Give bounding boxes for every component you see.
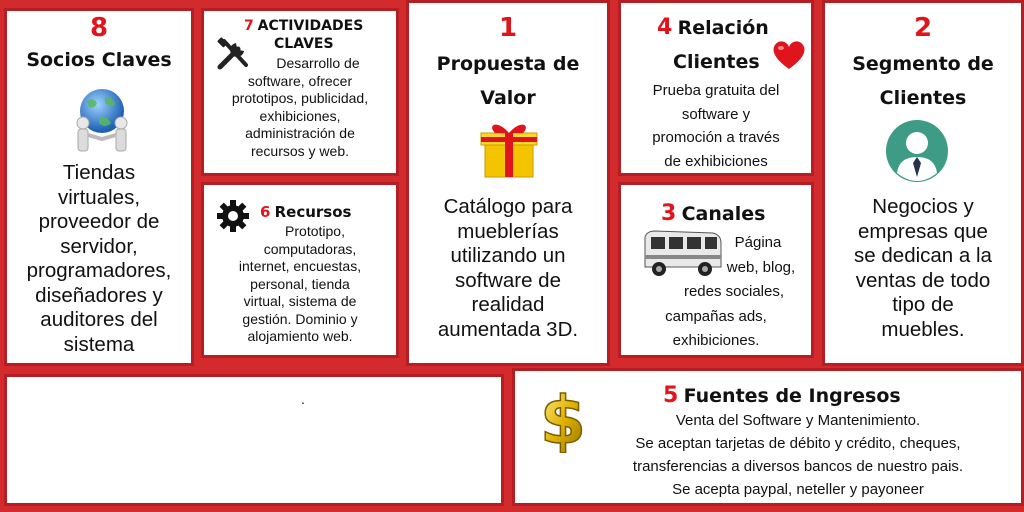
socios-line: servidor, bbox=[60, 234, 138, 258]
handshake-globe-icon bbox=[69, 87, 135, 157]
actividades-title bbox=[244, 17, 363, 34]
ingresos-title bbox=[663, 383, 901, 408]
canales-title bbox=[661, 201, 765, 226]
ingresos-line: Se aceptan tarjetas de débito y crédito, cheques, bbox=[635, 435, 961, 452]
segmento-line: muebles. bbox=[881, 317, 965, 341]
canales-line: redes sociales, bbox=[683, 283, 785, 300]
recursos-title bbox=[260, 203, 351, 221]
recursos-number: 6 bbox=[260, 203, 271, 221]
socios-line: proveedor de bbox=[38, 210, 160, 233]
gift-icon bbox=[479, 119, 539, 181]
propuesta-line: utilizando un bbox=[450, 244, 566, 267]
actividades-claves-block bbox=[201, 8, 399, 176]
socios-line: auditores del bbox=[40, 308, 158, 331]
segmento-clientes-block bbox=[822, 0, 1024, 366]
relacion-title-line1: Relación bbox=[677, 17, 769, 39]
heart-icon bbox=[771, 39, 807, 71]
propuesta-body bbox=[409, 195, 607, 342]
ingresos-title-text: Fuentes de Ingresos bbox=[683, 385, 901, 407]
propuesta-title-line2: Valor bbox=[480, 87, 536, 109]
canales-line: exhibiciones. bbox=[672, 332, 760, 349]
relacion-line: software y bbox=[681, 105, 751, 123]
segmento-title-line2: Clientes bbox=[879, 87, 967, 109]
propuesta-title-line1: Propuesta de bbox=[436, 53, 580, 75]
actividades-line: exhibiciones, bbox=[259, 107, 341, 124]
recursos-block bbox=[201, 182, 399, 358]
actividades-line: recursos y web. bbox=[250, 142, 350, 159]
recursos-body bbox=[204, 223, 396, 346]
socios-line: programadores, bbox=[26, 259, 172, 282]
canales-line: campañas ads, bbox=[665, 307, 767, 325]
socios-line: Tiendas bbox=[62, 161, 136, 184]
recursos-line: alojamiento web. bbox=[247, 328, 353, 344]
segmento-line: ventas de todo bbox=[855, 268, 991, 292]
ingresos-body bbox=[575, 409, 1021, 501]
actividades-title-line1: ACTIVIDADES bbox=[257, 18, 364, 34]
socios-claves-block bbox=[4, 8, 194, 366]
propuesta-line: software de bbox=[455, 268, 561, 292]
segmento-line: empresas que bbox=[858, 219, 988, 243]
canales-line: web, blog, bbox=[726, 258, 796, 276]
recursos-line: Prototipo, bbox=[285, 223, 345, 239]
actividades-line: Desarrollo de bbox=[276, 55, 360, 71]
recursos-line: computadoras, bbox=[263, 240, 357, 257]
canales-body bbox=[621, 231, 811, 354]
actividades-body bbox=[204, 55, 396, 160]
socios-title: Socios Claves bbox=[26, 49, 172, 71]
fuentes-ingresos-block bbox=[512, 368, 1024, 506]
actividades-line: prototipos, publicidad, bbox=[231, 90, 369, 106]
actividades-number: 7 bbox=[244, 18, 254, 34]
canales-title-text: Canales bbox=[681, 203, 766, 225]
actividades-title-line2: CLAVES bbox=[274, 36, 334, 52]
relacion-line: Prueba gratuita del bbox=[652, 82, 780, 99]
recursos-line: internet, encuestas, bbox=[238, 258, 362, 274]
recursos-line: personal, tienda bbox=[250, 275, 350, 292]
propuesta-line: Catálogo para bbox=[443, 195, 573, 218]
propuesta-line: realidad bbox=[471, 293, 545, 316]
socios-line: sistema bbox=[63, 332, 135, 356]
segmento-body bbox=[825, 195, 1021, 342]
segmento-title-line1: Segmento de bbox=[852, 53, 994, 75]
recursos-line: gestión. Dominio y bbox=[242, 310, 358, 327]
segmento-line: Negocios y bbox=[872, 195, 974, 218]
ingresos-number: 5 bbox=[663, 383, 679, 408]
canales-block bbox=[618, 182, 814, 358]
socios-line: virtuales, bbox=[57, 185, 141, 209]
propuesta-number: 1 bbox=[498, 13, 518, 43]
socios-number: 8 bbox=[89, 13, 109, 43]
relacion-body bbox=[621, 79, 811, 173]
costos-text: . bbox=[301, 391, 305, 407]
user-icon bbox=[885, 119, 949, 183]
relacion-line: de exhibiciones bbox=[664, 152, 768, 170]
socios-body bbox=[7, 161, 191, 357]
segmento-line: tipo de bbox=[892, 293, 954, 316]
canales-number: 3 bbox=[661, 201, 677, 226]
relacion-clientes-block bbox=[618, 0, 814, 176]
recursos-title-text: Recursos bbox=[274, 203, 352, 221]
segmento-number: 2 bbox=[913, 13, 933, 43]
canales-line: Página bbox=[734, 234, 782, 251]
relacion-number: 4 bbox=[657, 15, 673, 40]
estructura-costos-block bbox=[4, 374, 504, 506]
relacion-title-line2: Clientes bbox=[673, 51, 760, 73]
svg-text:$: $ bbox=[540, 383, 586, 453]
propuesta-line: mueblerías bbox=[457, 219, 559, 243]
relacion-line: promoción a través bbox=[652, 129, 780, 146]
segmento-line: se dedican a la bbox=[854, 244, 992, 267]
ingresos-line: Se acepta paypal, neteller y payoneer bbox=[672, 481, 924, 498]
socios-line: diseñadores y bbox=[35, 283, 163, 307]
propuesta-valor-block bbox=[406, 0, 610, 366]
actividades-line: administración de bbox=[245, 125, 355, 141]
ingresos-line: transferencias a diversos bancos de nuestro pais. bbox=[632, 458, 964, 475]
propuesta-line: aumentada 3D. bbox=[437, 317, 579, 341]
relacion-title-line1-wrap bbox=[657, 15, 769, 40]
recursos-line: virtual, sistema de bbox=[243, 293, 357, 309]
actividades-line: software, ofrecer bbox=[247, 72, 353, 89]
ingresos-line: Venta del Software y Mantenimiento. bbox=[675, 412, 921, 429]
